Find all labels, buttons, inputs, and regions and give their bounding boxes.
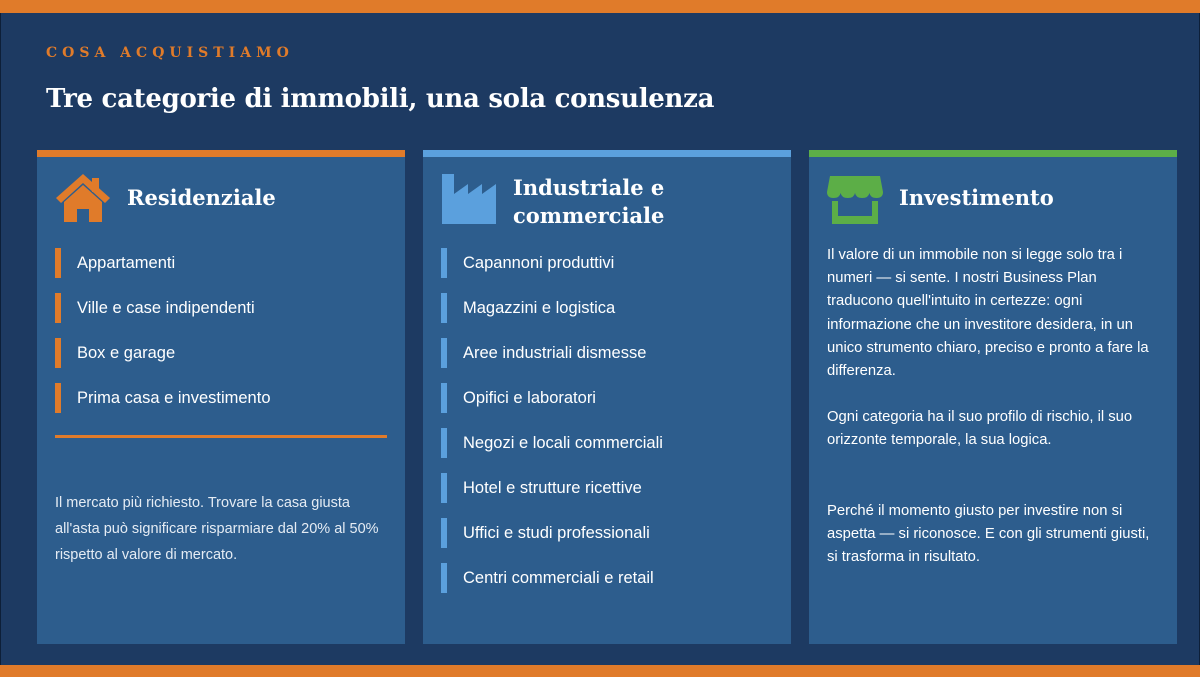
- bullet-bar: [441, 383, 447, 413]
- divider: [55, 435, 387, 438]
- storefront-icon: [826, 172, 884, 226]
- card-accent-bar: [423, 150, 791, 157]
- bullet-bar: [441, 293, 447, 323]
- card-accent-bar: [809, 150, 1177, 157]
- list-item-label: Uffici e studi professionali: [463, 523, 650, 542]
- list-item-label: Box e garage: [77, 343, 176, 362]
- list-item: [441, 518, 663, 548]
- list-item: [441, 383, 663, 413]
- bullet-bar: [441, 473, 447, 503]
- top-accent-bar: [0, 0, 1200, 13]
- list-item: [441, 293, 663, 323]
- card-paragraph: Il valore di un immobile non si legge solo tra i numeri — si sente. I nostri Business Plan traducono quell'intuito in certezze: ogni informazione che un investitore desidera, in un unico strumento chiaro, preciso e pronto a fare la differenza.: [827, 247, 1149, 380]
- list-item-label: Hotel e strutture ricettive: [463, 478, 642, 497]
- list-item: [441, 338, 663, 368]
- list-item: [55, 383, 271, 413]
- bullet-bar: [441, 428, 447, 458]
- card-paragraph: Perché il momento giusto per investire non si aspetta — si riconosce. E con gli strumenti giusti, si trasforma in risultato.: [827, 503, 1150, 566]
- card-residenziale: [37, 150, 405, 644]
- list-item-label: Centri commerciali e retail: [463, 568, 654, 587]
- bullet-bar: [55, 293, 61, 323]
- residential-list: [55, 248, 271, 428]
- card-title-line: Industriale e: [513, 175, 665, 200]
- card-accent-bar: [37, 150, 405, 157]
- list-item-label: Prima casa e investimento: [77, 388, 271, 407]
- factory-icon: [440, 172, 498, 226]
- eyebrow-label: COSA ACQUISTIAMO: [46, 45, 294, 61]
- list-item-label: Capannoni produttivi: [463, 253, 615, 272]
- list-item: [441, 473, 663, 503]
- card-title-line: commerciale: [513, 203, 665, 228]
- list-item: [55, 293, 271, 323]
- bullet-bar: [441, 563, 447, 593]
- list-item: [55, 338, 271, 368]
- bullet-bar: [441, 518, 447, 548]
- list-item: [441, 563, 663, 593]
- list-item: [441, 248, 663, 278]
- list-item-label: Aree industriali dismesse: [463, 343, 647, 362]
- house-icon: [54, 172, 112, 226]
- list-item-label: Opifici e laboratori: [463, 388, 596, 407]
- list-item-label: Ville e case indipendenti: [77, 298, 255, 317]
- page-title: Tre categorie di immobili, una sola consulenza: [46, 84, 715, 114]
- list-item-label: Negozi e locali commerciali: [463, 433, 663, 452]
- card-paragraph: Ogni categoria ha il suo profilo di rischio, il suo orizzonte temporale, la sua logica.: [827, 409, 1133, 449]
- list-item: [55, 248, 271, 278]
- bullet-bar: [55, 383, 61, 413]
- card-title: [513, 174, 664, 230]
- card-title: Residenziale: [127, 185, 276, 210]
- bullet-bar: [55, 338, 61, 368]
- bullet-bar: [441, 338, 447, 368]
- list-item-label: Appartamenti: [77, 253, 176, 272]
- bullet-bar: [55, 248, 61, 278]
- bottom-accent-bar: [0, 665, 1200, 677]
- card-investimento: [809, 150, 1177, 644]
- industrial-list: [441, 248, 663, 608]
- card-industriale-commerciale: [423, 150, 791, 644]
- list-item: [441, 428, 663, 458]
- card-title: Investimento: [899, 185, 1054, 210]
- list-item-label: Magazzini e logistica: [463, 298, 616, 317]
- card-description: Il mercato più richiesto. Trovare la casa giusta all'asta può significare risparmiare dal 20% al 50% rispetto al valore di mercato.: [55, 495, 379, 563]
- bullet-bar: [441, 248, 447, 278]
